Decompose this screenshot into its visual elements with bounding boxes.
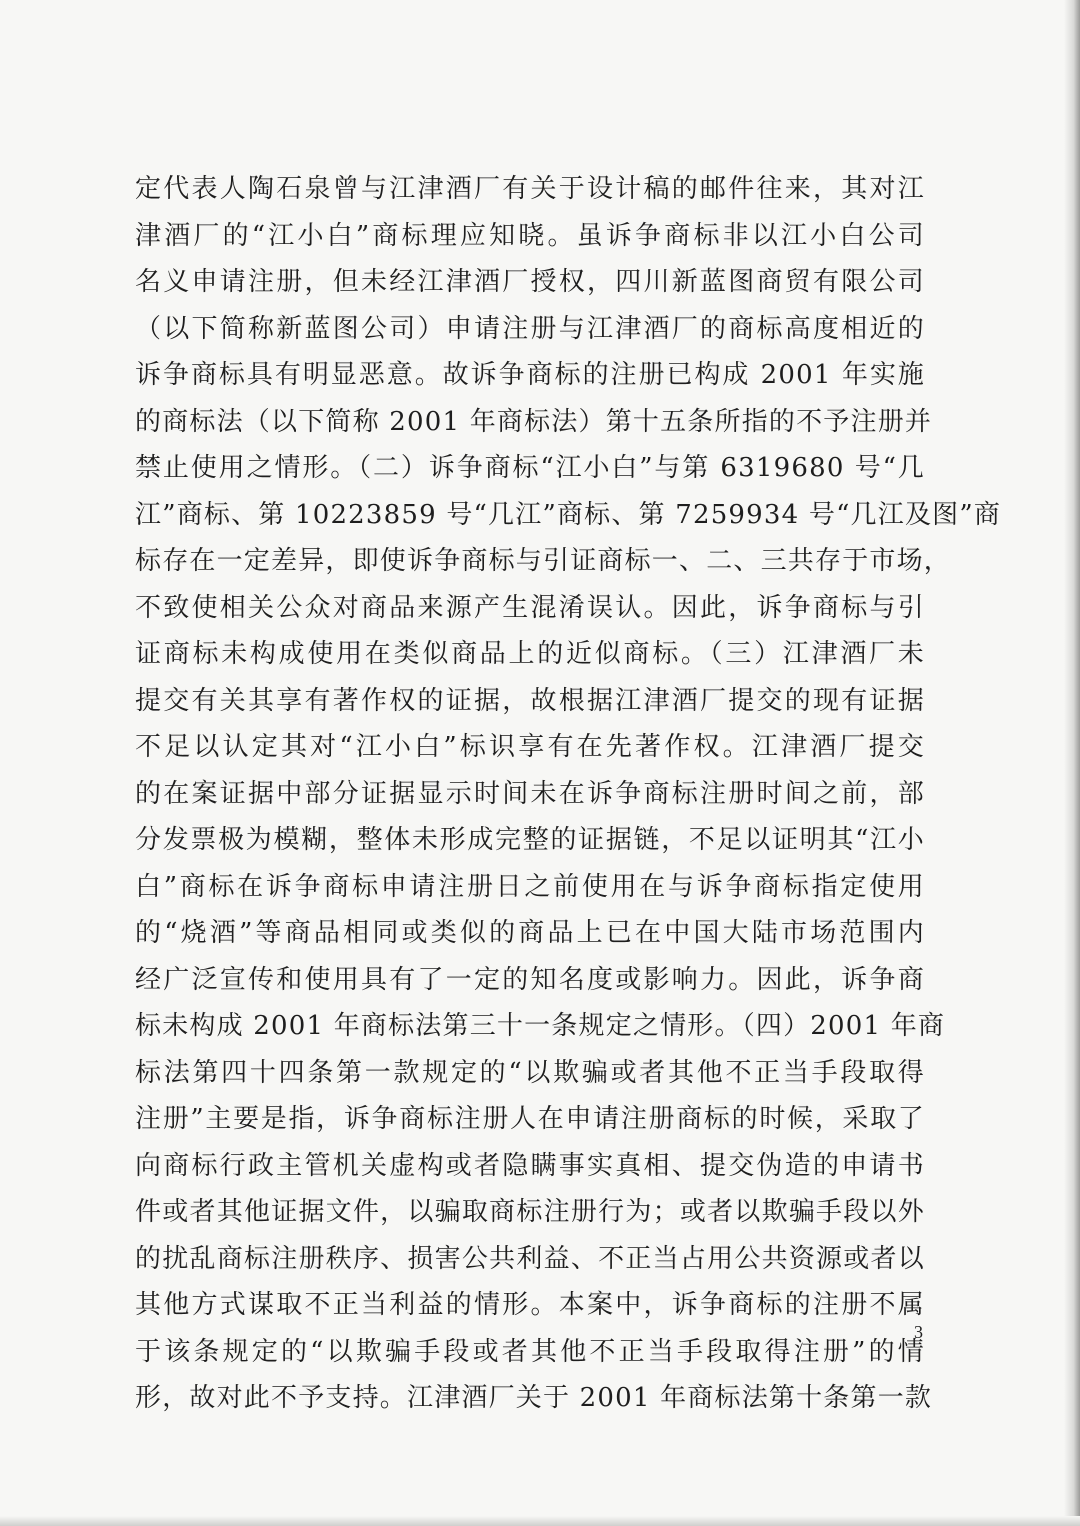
text-line: 分发票极为模糊，整体未形成完整的证据链，不足以证明其“江小 xyxy=(135,825,925,855)
text-line: 经广泛宣传和使用具有了一定的知名度或影响力。因此，诉争商 xyxy=(135,964,925,995)
text-line: 诉争商标具有明显恶意。故诉争商标的注册已构成 2001 年实施 xyxy=(135,360,925,390)
page-number: 3 xyxy=(914,1322,923,1342)
text-line: 证商标未构成使用在类似商品上的近似商标。（三）江津酒厂未 xyxy=(135,639,925,669)
text-line: 向商标行政主管机关虚构或者隐瞒事实真相、提交伪造的申请书 xyxy=(135,1150,925,1181)
text-line: 的商标法（以下简称 2001 年商标法）第十五条所指的不予注册并 xyxy=(135,406,933,437)
text-line: （以下简称新蓝图公司）申请注册与江津酒厂的商标高度相近的 xyxy=(135,313,925,344)
text-line: 不致使相关公众对商品来源产生混淆误认。因此，诉争商标与引 xyxy=(135,592,925,623)
text-line: 标存在一定差异，即使诉争商标与引证商标一、二、三共存于市场， xyxy=(135,546,952,576)
scan-shadow-edge xyxy=(1064,0,1080,1526)
text-line: 标未构成 2001 年商标法第三十一条规定之情形。（四）2001 年商 xyxy=(135,1011,946,1041)
text-line: 的扰乱商标注册秩序、损害公共利益、不正当占用公共资源或者以 xyxy=(135,1243,925,1274)
text-line: 注册”主要是指，诉争商标注册人在申请注册商标的时候，采取了 xyxy=(135,1104,925,1134)
text-line: 件或者其他证据文件，以骗取商标注册行为；或者以欺骗手段以外 xyxy=(135,1197,925,1227)
text-line: 津酒厂的“江小白”商标理应知晓。虽诉争商标非以江小白公司 xyxy=(135,220,925,251)
text-line: 于该条规定的“以欺骗手段或者其他不正当手段取得注册”的情 xyxy=(135,1336,925,1367)
text-line: 定代表人陶石泉曾与江津酒厂有关于设计稿的邮件往来，其对江 xyxy=(135,174,925,204)
scan-shadow-bottom xyxy=(0,1516,1080,1526)
text-line: 名义申请注册，但未经江津酒厂授权，四川新蓝图商贸有限公司 xyxy=(135,267,925,297)
body-text xyxy=(135,166,1002,1422)
text-line: 禁止使用之情形。（二）诉争商标“江小白”与第 6319680 号“几 xyxy=(135,453,925,483)
text-line: 其他方式谋取不正当利益的情形。本案中，诉争商标的注册不属 xyxy=(135,1290,925,1320)
text-line: 标法第四十四条第一款规定的“以欺骗或者其他不正当手段取得 xyxy=(135,1057,925,1088)
text-line: 的在案证据中部分证据显示时间未在诉争商标注册时间之前，部 xyxy=(135,778,925,809)
text-line: 的“烧酒”等商品相同或类似的商品上已在中国大陆市场范围内 xyxy=(135,918,925,948)
text-line: 江”商标、第 10223859 号“几江”商标、第 7259934 号“几江及图”商 xyxy=(135,499,1002,530)
text-line: 形，故对此不予支持。江津酒厂关于 2001 年商标法第十条第一款 xyxy=(135,1383,933,1413)
text-line: 白”商标在诉争商标申请注册日之前使用在与诉争商标指定使用 xyxy=(135,871,925,902)
text-line: 不足以认定其对“江小白”标识享有在先著作权。江津酒厂提交 xyxy=(135,732,925,762)
text-line: 提交有关其享有著作权的证据，故根据江津酒厂提交的现有证据 xyxy=(135,685,925,716)
